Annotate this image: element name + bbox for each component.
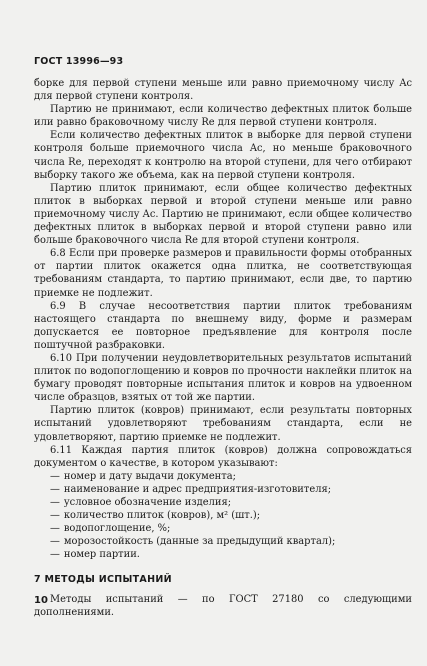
list-dash: — (50, 470, 60, 482)
document-body (34, 77, 412, 619)
paragraph-6-9: 6.9 В случае несоответствия партии плиток требованиям настоящего стандарта по внешнему виду, форме и размерам допускается ее повторное предъявление для контроля после поштучной разбраковки. (34, 300, 412, 351)
document-header: ГОСТ 13996—93 (34, 56, 124, 67)
list-item (50, 522, 412, 535)
list-item (50, 548, 412, 561)
paragraph: Если количество дефектных плиток в выборке для первой ступени контроля больше приемочного числа Ac, но меньше браковочного числа Re, переходят к контролю на второй ступени, для чего отбирают выборку такого же объема, как на первой ступени контроля. (34, 130, 412, 181)
list-item-text: наименование и адрес предприятия-изготовителя; (63, 483, 332, 495)
list-dash: — (50, 523, 60, 535)
list-item (50, 535, 412, 548)
list-item-text: номер и дату выдачи документа; (63, 470, 236, 482)
list-item (50, 496, 412, 509)
list-item (50, 470, 412, 483)
list-item (50, 509, 412, 522)
paragraph: борке для первой ступени меньше или равно приемочному числу Ac для первой ступени контроля. (34, 78, 412, 103)
list-item (50, 483, 412, 496)
list-dash: — (50, 549, 60, 561)
paragraph: Методы испытаний — по ГОСТ 27180 со следующими дополнениями. (34, 593, 412, 618)
list-dash: — (50, 510, 60, 522)
section-title: 7 МЕТОДЫ ИСПЫТАНИЙ (34, 574, 172, 586)
page-number: 10 (34, 595, 48, 606)
quality-document-list (34, 470, 412, 562)
paragraph-6-8: 6.8 Если при проверке размеров и правильности формы отобранных от партии плиток окажется одна плитка, не соответствующая требованиям стандарта, то партию принимают, если две, то партию приемке не подлежит. (34, 248, 412, 299)
list-dash: — (50, 536, 60, 548)
list-item-text: количество плиток (ковров), м² (шт.); (63, 510, 261, 522)
paragraph: Партию не принимают, если количество дефектных плиток больше или равно браковочному числу Re для первой ступени контроля. (34, 104, 412, 129)
list-item-text: морозостойкость (данные за предыдущий квартал); (63, 536, 336, 548)
paragraph: Партию плиток принимают, если общее количество дефектных плиток в выборках первой и второй ступени меньше или равно приемочному числу Ac. Партию не принимают, если общее количество дефектных плиток в выборках первой и второй ступени равно или больше браковочного числа Re для второй ступени контроля. (34, 182, 412, 247)
paragraph-6-11: 6.11 Каждая партия плиток (ковров) должна сопровождаться документом о качестве, в котором указывают: (34, 444, 412, 469)
list-item-text: номер партии. (63, 549, 140, 561)
paragraph: Партию плиток (ковров) принимают, если результаты повторных испытаний удовлетворяют требованиям стандарта, если не удовлетворяют, партию приемке не подлежит. (34, 405, 412, 443)
list-item-text: водопоглощение, %; (63, 523, 171, 535)
list-item-text: условное обозначение изделия; (63, 497, 232, 508)
list-dash: — (50, 497, 60, 508)
list-dash: — (50, 483, 60, 495)
paragraph-6-10: 6.10 При получении неудовлетворительных результатов испытаний плиток по водопоглощению и ковров по прочности наклейки плиток на бумагу проводят повторные испытания плиток и ковров на удвоенном числе образцов, взятых от той же партии. (34, 352, 412, 404)
